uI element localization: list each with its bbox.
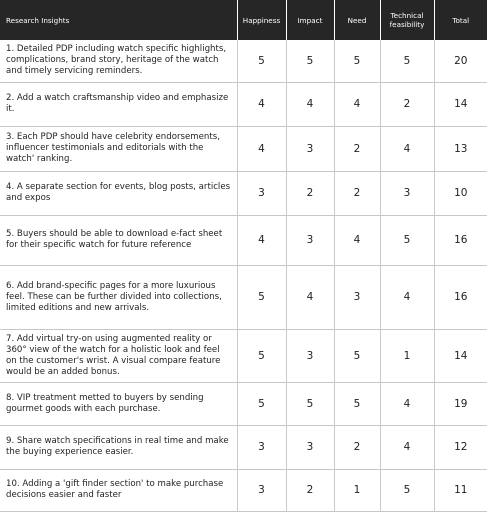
happiness-cell: 4 [237,215,286,265]
insight-cell: 2. Add a watch craftsmanship video and emphasize it. [0,82,237,126]
total-cell: 13 [434,126,487,171]
header-need: Need [334,0,380,40]
need-cell: 2 [334,126,380,171]
impact-cell: 3 [286,215,334,265]
total-cell: 14 [434,329,487,382]
impact-cell: 4 [286,82,334,126]
header-technical-feasibility: Technical feasibility [380,0,434,40]
table-row [0,126,487,171]
insight-cell: 7. Add virtual try-on using augmented reality or 360° view of the watch for a holistic look and feel on the customer's wrist. A visual compare feature would be an added bonus. [0,329,237,382]
happiness-cell: 5 [237,382,286,425]
table-row [0,425,487,469]
need-cell: 4 [334,215,380,265]
insight-cell: 1. Detailed PDP including watch specific highlights, complications, brand story, heritage of the watch and timely servicing reminders. [0,40,237,82]
happiness-cell: 4 [237,82,286,126]
table-row [0,171,487,215]
insight-cell: 9. Share watch specifications in real time and make the buying experience easier. [0,425,237,469]
technical-feasibility-cell: 3 [380,171,434,215]
impact-cell: 2 [286,171,334,215]
technical-feasibility-cell: 2 [380,82,434,126]
table-row [0,469,487,511]
impact-cell: 5 [286,40,334,82]
impact-cell: 3 [286,126,334,171]
need-cell: 5 [334,382,380,425]
insight-cell: 10. Adding a 'gift finder section' to make purchase decisions easier and faster [0,469,237,511]
need-cell: 3 [334,265,380,329]
table-row [0,82,487,126]
happiness-cell: 5 [237,40,286,82]
table-header-row [0,0,487,40]
happiness-cell: 3 [237,425,286,469]
table-row [0,265,487,329]
technical-feasibility-cell: 5 [380,469,434,511]
insight-cell: 5. Buyers should be able to download e-fact sheet for their specific watch for future reference [0,215,237,265]
technical-feasibility-cell: 5 [380,40,434,82]
impact-cell: 3 [286,425,334,469]
happiness-cell: 3 [237,171,286,215]
technical-feasibility-cell: 4 [380,425,434,469]
total-cell: 12 [434,425,487,469]
insight-cell: 8. VIP treatment metted to buyers by sending gourmet goods with each purchase. [0,382,237,425]
insight-cell: 6. Add brand-specific pages for a more luxurious feel. These can be further divided into collections, limited editions and new arrivals. [0,265,237,329]
table-row [0,329,487,382]
total-cell: 19 [434,382,487,425]
table-row [0,215,487,265]
technical-feasibility-cell: 5 [380,215,434,265]
happiness-cell: 4 [237,126,286,171]
total-cell: 16 [434,215,487,265]
technical-feasibility-cell: 1 [380,329,434,382]
insight-cell: 4. A separate section for events, blog posts, articles and expos [0,171,237,215]
need-cell: 4 [334,82,380,126]
total-cell: 10 [434,171,487,215]
technical-feasibility-cell: 4 [380,126,434,171]
happiness-cell: 5 [237,329,286,382]
need-cell: 2 [334,171,380,215]
impact-cell: 2 [286,469,334,511]
header-research-insights: Research Insights [0,0,237,40]
table-row [0,40,487,82]
table-row [0,382,487,425]
header-impact: Impact [286,0,334,40]
need-cell: 5 [334,329,380,382]
header-happiness: Happiness [237,0,286,40]
need-cell: 1 [334,469,380,511]
need-cell: 5 [334,40,380,82]
impact-cell: 4 [286,265,334,329]
impact-cell: 3 [286,329,334,382]
total-cell: 16 [434,265,487,329]
total-cell: 14 [434,82,487,126]
happiness-cell: 3 [237,469,286,511]
need-cell: 2 [334,425,380,469]
technical-feasibility-cell: 4 [380,382,434,425]
technical-feasibility-cell: 4 [380,265,434,329]
impact-cell: 5 [286,382,334,425]
total-cell: 20 [434,40,487,82]
total-cell: 11 [434,469,487,511]
happiness-cell: 5 [237,265,286,329]
header-total: Total [434,0,487,40]
insight-cell: 3. Each PDP should have celebrity endorsements, influencer testimonials and editorials with the watch' ranking. [0,126,237,171]
